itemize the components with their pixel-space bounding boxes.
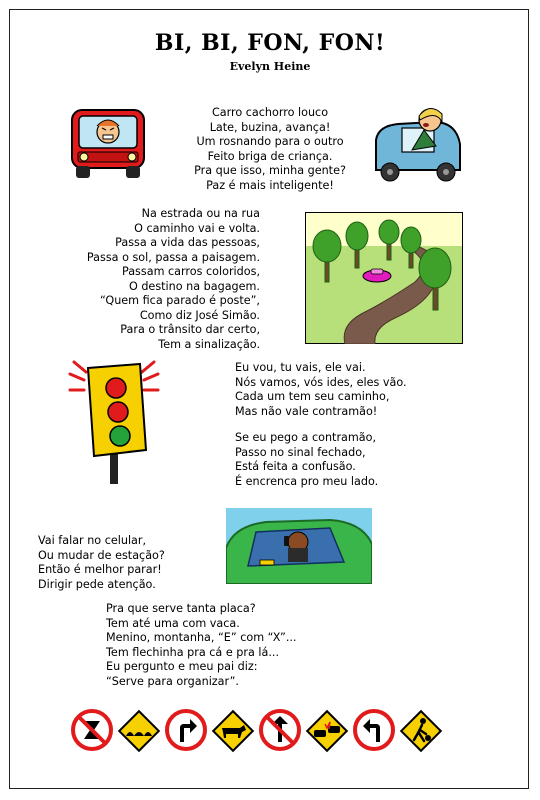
stanza-line: Um rosnando para o outro [196,135,344,148]
stanza-line: Eu vou, tu vais, ele vai. [235,361,366,374]
stanza-line: Então é melhor parar! [38,563,162,576]
stanza-line: Tem a sinalização. [158,337,260,351]
stanza-line: Está feita a confusão. [235,460,356,473]
stanza-line: Como diz José Simão. [139,308,260,322]
stanza-line: “Quem fica parado é poste”, [100,294,260,307]
stanza-line: Para o trânsito dar certo, [120,323,260,336]
stanza-line: Nós vamos, vós ides, eles vão. [235,375,407,389]
stanza-line: Late, buzina, avança! [209,120,331,134]
stanza-2 [60,207,260,352]
stanza-line: Dirigir pede atenção. [38,577,156,591]
stanza-line: Ou mudar de estação? [38,548,165,562]
stanza-line: Passam carros coloridos, [121,265,260,278]
stanza-line: Passa a vida das pessoas, [115,236,260,249]
stanza-line: Tem até uma com vaca. [106,616,240,630]
collision-sign-icon [304,708,350,754]
stanza-line: Vai falar no celular, [38,534,147,547]
poem-author: Evelyn Heine [229,60,311,73]
stanza-line: Se eu pego a contramão, [235,431,377,444]
angry-driver-car-illustration [66,102,150,186]
stanza-5 [38,534,238,592]
stanza-line: Pra que isso, minha gente? [194,164,346,177]
stanza-line: É encrenca pro meu lado. [235,474,379,488]
stanza-line: Feito briga de criança. [207,149,333,163]
cattle-crossing-sign-icon [210,708,256,754]
pedestrian-sign-icon [398,708,444,754]
shouting-driver-car-illustration [372,100,464,186]
stanza-line: O caminho vai e volta. [134,221,260,235]
stanza-line: Paz é mais inteligente! [206,178,334,192]
stanza-1 [180,106,360,193]
stanza-line: Na estrada ou na rua [141,207,260,220]
stanza-line: Mas não vale contramão! [235,404,378,418]
stanza-line: Passa o sol, passa a paisagem. [86,250,260,264]
stanza-4 [235,431,465,489]
traffic-signs-row [70,708,470,754]
stanza-line: Pra que serve tanta placa? [106,602,256,615]
right-turn-sign-icon [164,708,208,752]
stanza-3 [235,361,465,419]
stanza-line: Eu pergunto e meu pai diz: [106,660,258,673]
driver-on-phone-car-illustration [226,508,372,584]
bumpy-road-sign-icon [116,708,162,754]
stanza-line: O destino na bagagem. [128,279,260,293]
left-turn-sign-icon [352,708,396,752]
no-horn-sign-icon [70,708,114,752]
stanza-line: Passo no sinal fechado, [235,445,366,459]
stanza-line: Cada um tem seu caminho, [235,390,390,403]
stanza-line: “Serve para organizar”. [106,674,239,688]
poem-title: BI, BI, FON, FON! [154,30,386,56]
stanza-6 [106,602,386,689]
no-straight-sign-icon [258,708,302,752]
stanza-line: Menino, montanha, “E” com “X”... [106,631,297,644]
stanza-line: Carro cachorro louco [211,106,329,119]
stanza-line: Tem flechinha pra cá e pra lá... [106,645,279,659]
winding-road-landscape-illustration [305,212,463,344]
traffic-light-illustration [66,358,162,486]
